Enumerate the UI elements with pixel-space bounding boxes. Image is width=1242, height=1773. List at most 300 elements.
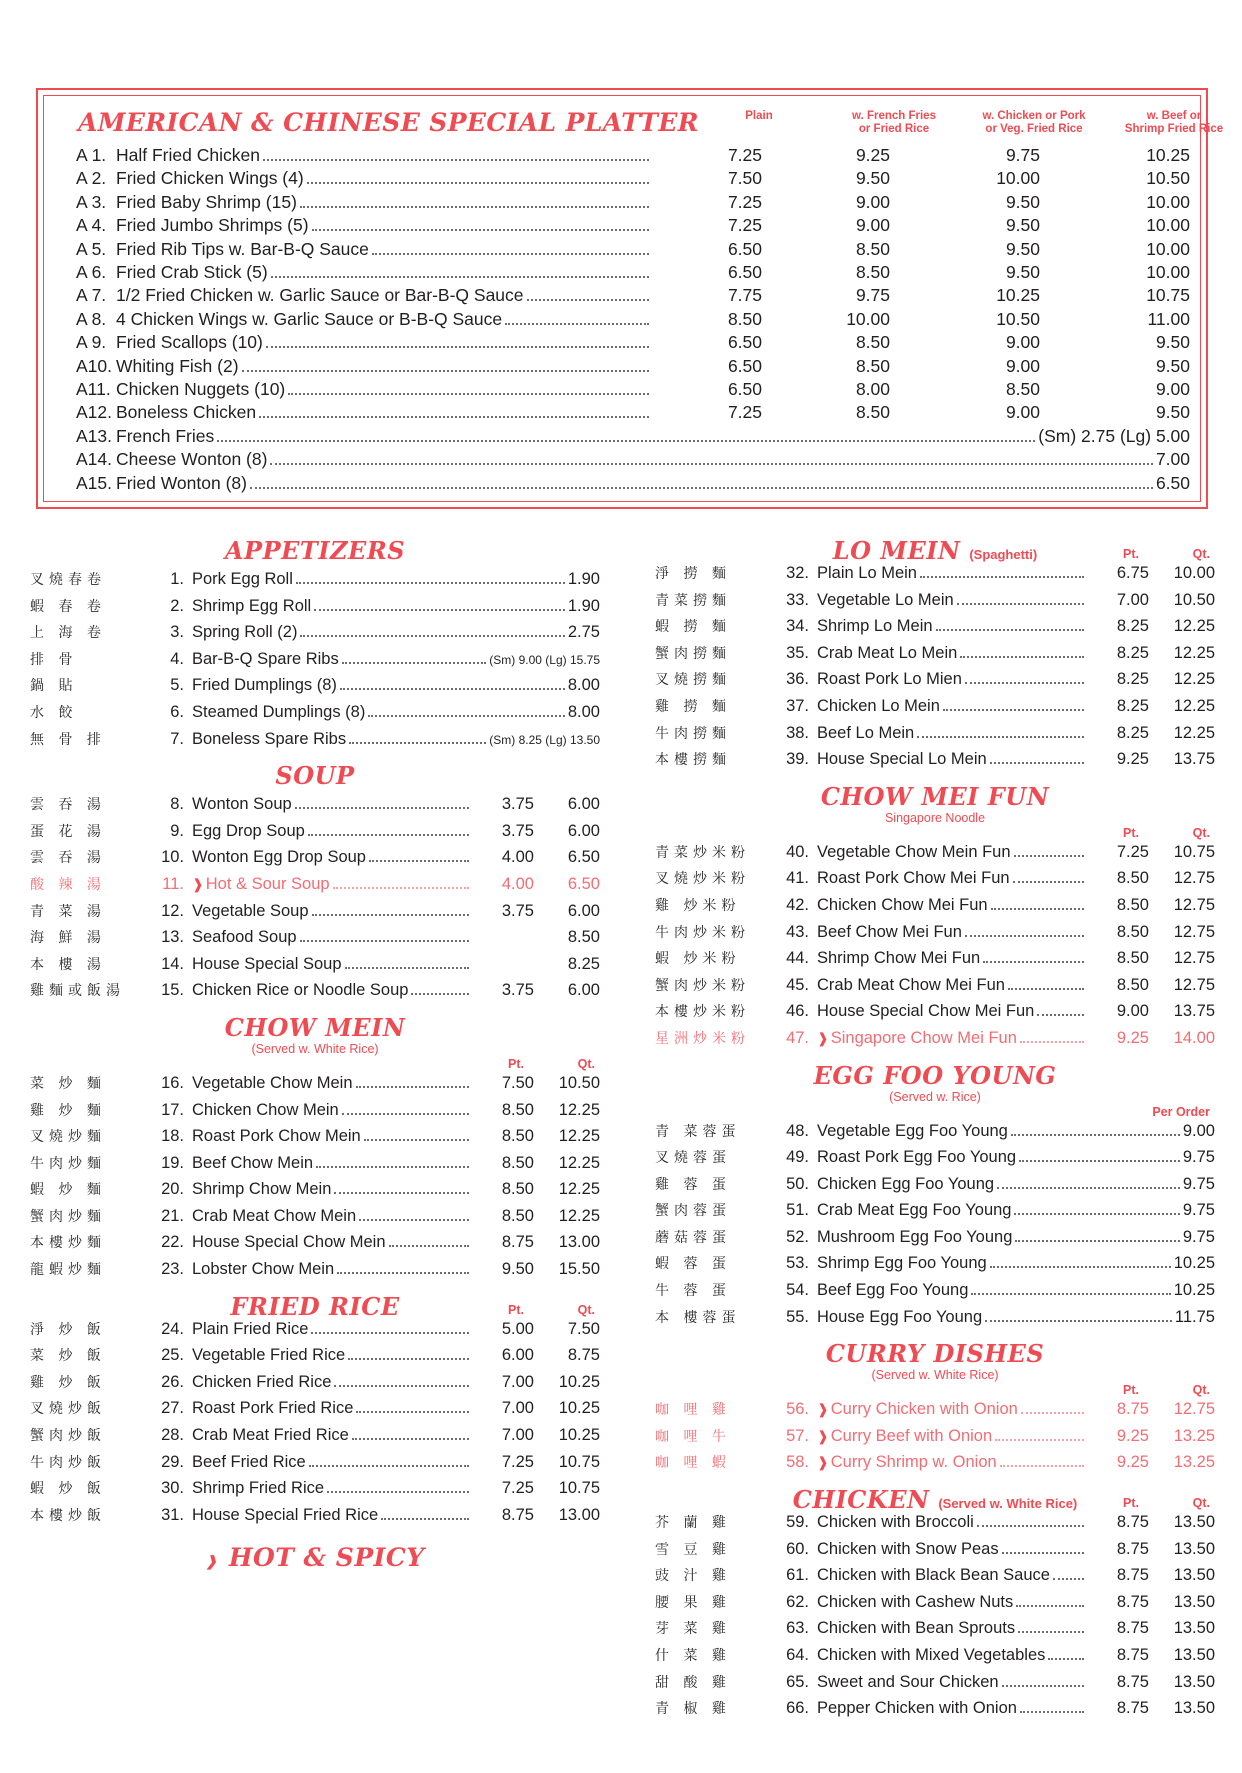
item-code: A 8.	[76, 308, 107, 329]
leader-dots	[308, 833, 469, 836]
price-fries: 10.00	[846, 308, 890, 329]
item-name: Beef Fried Rice	[192, 1452, 306, 1471]
platter-row	[54, 284, 1190, 307]
item-name: Pork Egg Roll	[192, 570, 293, 588]
leader-dots	[527, 298, 649, 301]
item-number: 61.	[786, 1566, 809, 1585]
price-quart: 7.50	[567, 1319, 600, 1338]
lo-mein-title-sub: (Spaghetti)	[969, 547, 1038, 562]
item-chinese-name: 青菜撈麵	[655, 592, 731, 609]
price-beef-shrimp: 10.25	[1146, 145, 1190, 165]
leader-dots	[1000, 1464, 1084, 1467]
menu-item-row	[655, 1198, 1215, 1225]
section-title-soup: SOUP	[275, 761, 355, 791]
item-chinese-name: 叉燒春卷	[30, 572, 106, 588]
item-name: Beef Chow Mei Fun	[817, 922, 962, 941]
item-number: 45.	[786, 975, 809, 994]
pt-header: Pt.	[508, 1302, 524, 1317]
price-pint: 9.00	[1116, 1002, 1149, 1021]
leader-dots	[250, 486, 1153, 489]
leader-dots	[288, 392, 649, 395]
item-chinese-name: 酸 辣 湯	[30, 876, 106, 893]
price-quart: 13.00	[558, 1233, 600, 1252]
price-fries: 8.50	[855, 402, 890, 423]
price-pint: 9.25	[1116, 1426, 1149, 1445]
hot-and-spicy-banner	[30, 1543, 600, 1572]
item-number: 43.	[786, 922, 809, 941]
item-number: 3.	[170, 623, 184, 642]
item-name: Roast Pork Fried Rice	[192, 1399, 354, 1418]
item-name: Roast Pork Chow Mei Fun	[817, 869, 1010, 888]
menu-item-row	[30, 1071, 600, 1098]
item-name: House Special Lo Mein	[817, 750, 987, 769]
item-number: 6.	[170, 702, 184, 721]
price-chicken-pork: 9.50	[1005, 238, 1040, 259]
price-pint: 9.25	[1116, 1453, 1149, 1472]
item-price: 9.75	[1182, 1201, 1215, 1220]
price-quart: 10.75	[558, 1479, 600, 1498]
item-name: Steamed Dumplings (8)	[192, 702, 366, 721]
item-name: Roast Pork Egg Foo Young	[817, 1148, 1017, 1167]
item-number: 54.	[786, 1281, 809, 1300]
price-plain: 6.50	[727, 262, 762, 283]
price-plain: 7.50	[727, 168, 762, 189]
price-quart: 12.25	[1173, 617, 1215, 636]
menu-item-row	[30, 673, 600, 700]
leader-dots	[372, 252, 649, 255]
price-quart: 6.00	[567, 795, 600, 814]
item-chinese-name: 無 骨 排	[30, 731, 106, 748]
item-chinese-name: 雲 吞 湯	[30, 797, 106, 814]
item-number: 47.	[786, 1028, 809, 1047]
platter-row	[54, 331, 1190, 354]
item-price: (Sm) 2.75 (Lg) 5.00	[1038, 425, 1190, 446]
price-pint: 8.25	[1116, 617, 1149, 636]
item-chinese-name: 雞 蓉 蛋	[655, 1176, 731, 1193]
item-name: Chicken Lo Mein	[817, 696, 940, 715]
item-number: 50.	[786, 1174, 809, 1193]
menu-item-row	[655, 694, 1215, 721]
item-name: Curry Chicken with Onion	[830, 1400, 1018, 1419]
item-name: Spring Roll (2)	[192, 623, 298, 642]
item-chinese-name: 上 海 卷	[30, 625, 106, 642]
leader-dots	[259, 415, 649, 418]
item-number: 20.	[161, 1180, 184, 1199]
item-name: Plain Fried Rice	[192, 1319, 309, 1338]
leader-dots	[965, 681, 1084, 684]
menu-item-row	[30, 845, 600, 872]
price-fries: 9.25	[855, 145, 890, 165]
item-chinese-name: 叉燒炒麵	[30, 1129, 106, 1146]
leader-dots	[411, 992, 469, 995]
price-pint: 8.50	[501, 1100, 534, 1119]
item-price: 1.90	[567, 596, 600, 615]
leader-dots	[943, 708, 1084, 711]
price-pint: 7.00	[501, 1426, 534, 1445]
item-number: 8.	[170, 795, 184, 814]
leader-dots	[314, 608, 565, 611]
menu-item-row	[30, 1098, 600, 1125]
platter-row	[54, 401, 1190, 424]
price-pint: 8.50	[1116, 895, 1149, 914]
item-name: Egg Drop Soup	[192, 821, 305, 840]
item-name: Chicken Rice or Noodle Soup	[192, 981, 409, 1000]
item-chinese-name: 本樓炒麵	[30, 1235, 106, 1252]
item-price: 1.90	[567, 570, 600, 588]
item-number: 30.	[161, 1479, 184, 1498]
price-quart: 13.50	[1173, 1566, 1215, 1585]
price-quart: 13.50	[1173, 1513, 1215, 1532]
item-name: Fried Jumbo Shrimps (5)	[116, 215, 309, 236]
item-chinese-name: 蝦 炒 飯	[30, 1481, 106, 1498]
price-pint: 6.75	[1116, 564, 1149, 582]
price-chicken-pork: 9.00	[1005, 402, 1040, 423]
chow-mei-fun-price-headers	[655, 826, 1215, 840]
item-name: Curry Beef with Onion	[830, 1426, 993, 1445]
menu-item-row	[655, 1590, 1215, 1617]
item-name: Vegetable Egg Foo Young	[817, 1121, 1008, 1140]
price-pint: 8.50	[1116, 975, 1149, 994]
item-name: Vegetable Fried Rice	[192, 1346, 346, 1365]
leader-dots	[309, 1464, 469, 1467]
item-name: Crab Meat Chow Mei Fun	[817, 975, 1005, 994]
item-name: Crab Meat Fried Rice	[192, 1426, 349, 1445]
price-quart: 12.75	[1173, 975, 1215, 994]
item-number: 23.	[161, 1260, 184, 1279]
platter-row	[54, 378, 1190, 401]
leader-dots	[217, 439, 1035, 442]
price-quart: 12.25	[558, 1100, 600, 1119]
leader-dots	[356, 1085, 469, 1088]
price-pint: 8.75	[1116, 1619, 1149, 1638]
leader-dots	[985, 1319, 1172, 1322]
item-chinese-name: 海 鮮 湯	[30, 930, 106, 947]
price-quart: 10.75	[1173, 842, 1215, 861]
price-pint: 8.75	[501, 1233, 534, 1252]
price-quart: 6.00	[567, 901, 600, 920]
section-title-curry-dishes: CURRY DISHES	[825, 1339, 1045, 1369]
leader-dots	[368, 714, 565, 717]
egg-foo-young-price-header	[655, 1105, 1215, 1119]
section-title-egg-foo-young: EGG FOO YOUNG	[813, 1060, 1057, 1090]
platter-row	[54, 425, 1190, 448]
price-quart: 12.25	[1173, 670, 1215, 689]
item-code: A11.	[76, 379, 111, 400]
price-pint: 6.00	[501, 1346, 534, 1365]
item-name: Shrimp Fried Rice	[192, 1479, 325, 1498]
price-pint: 8.50	[501, 1206, 534, 1225]
platter-row	[54, 167, 1190, 190]
leader-dots	[936, 628, 1084, 631]
item-number: 5.	[170, 676, 184, 695]
item-name: Beef Egg Foo Young	[817, 1281, 969, 1300]
price-pint: 8.25	[1116, 696, 1149, 715]
price-plain: 7.25	[727, 402, 762, 423]
price-pint: 9.25	[1116, 1028, 1149, 1047]
item-name: Chicken with Mixed Vegetables	[817, 1646, 1046, 1664]
chili-pepper-icon: ❱	[817, 1427, 829, 1444]
item-number: 58.	[786, 1453, 809, 1472]
item-name: Half Fried Chicken	[116, 145, 260, 165]
item-chinese-name: 雪 豆 雞	[655, 1541, 731, 1558]
item-number: 14.	[161, 954, 184, 973]
leader-dots	[342, 661, 487, 664]
price-quart: 13.50	[1173, 1619, 1215, 1638]
price-quart: 13.25	[1173, 1453, 1215, 1472]
item-name: French Fries	[116, 425, 215, 446]
item-number: 21.	[161, 1206, 184, 1225]
left-column	[30, 528, 600, 1572]
chili-pepper-icon: ❱	[205, 1554, 218, 1571]
item-name: Chicken Chow Mein	[192, 1100, 339, 1119]
item-chinese-name: 雞 撈 麵	[655, 698, 731, 715]
platter-row	[54, 238, 1190, 261]
platter-item-list	[54, 144, 1190, 495]
item-name: Singapore Chow Mei Fun	[830, 1028, 1017, 1047]
item-code: A15.	[76, 472, 112, 493]
menu-item-row	[30, 700, 600, 727]
price-pint: 5.00	[501, 1319, 534, 1338]
per-order-header: Per Order	[1152, 1104, 1210, 1119]
item-number: 18.	[161, 1127, 184, 1146]
leader-dots	[295, 806, 469, 809]
leader-dots	[300, 205, 649, 208]
price-quart: 13.50	[1173, 1539, 1215, 1558]
menu-item-row	[655, 588, 1215, 615]
qt-header: Qt.	[1192, 1383, 1210, 1398]
menu-item-row	[655, 893, 1215, 920]
menu-item-row	[655, 1278, 1215, 1305]
item-chinese-name: 咖 哩 蝦	[655, 1455, 731, 1472]
item-number: 49.	[786, 1148, 809, 1167]
special-platter-panel	[36, 88, 1224, 509]
item-price: (Sm) 8.25 (Lg) 13.50	[489, 732, 600, 747]
menu-item-row	[30, 1343, 600, 1370]
price-pint: 4.00	[501, 848, 534, 867]
item-name: Whiting Fish (2)	[116, 355, 239, 376]
item-number: 34.	[786, 617, 809, 636]
item-price: 2.75	[567, 623, 600, 642]
item-name: Boneless Spare Ribs	[192, 729, 347, 748]
item-chinese-name: 星洲炒米粉	[655, 1030, 750, 1047]
item-name: Shrimp Lo Mein	[817, 617, 933, 636]
leader-dots	[333, 886, 469, 889]
item-number: 16.	[161, 1073, 184, 1092]
item-number: 10.	[161, 848, 184, 867]
price-beef-shrimp: 10.75	[1146, 285, 1190, 306]
menu-item-row	[655, 641, 1215, 668]
chow-mei-fun-list	[655, 840, 1215, 1053]
price-plain: 6.50	[727, 379, 762, 400]
item-code: A10.	[76, 355, 112, 376]
chow-mein-price-headers	[30, 1057, 600, 1071]
egg-foo-young-list	[655, 1119, 1215, 1332]
price-fries: 8.50	[855, 238, 890, 259]
price-quart: 15.50	[558, 1260, 600, 1279]
item-chinese-name: 甜 酸 雞	[655, 1674, 731, 1691]
price-chicken-pork: 9.00	[1005, 355, 1040, 376]
item-number: 64.	[786, 1646, 809, 1664]
item-chinese-name: 叉燒炒飯	[30, 1401, 106, 1418]
item-number: 32.	[786, 564, 809, 582]
item-chinese-name: 牛肉炒飯	[30, 1454, 106, 1471]
menu-item-row	[30, 1370, 600, 1397]
item-chinese-name: 蛋 花 湯	[30, 823, 106, 840]
price-pint: 7.50	[501, 1073, 534, 1092]
menu-item-row	[655, 721, 1215, 748]
menu-item-row	[30, 1257, 600, 1284]
leader-dots	[1037, 1013, 1084, 1016]
leader-dots	[991, 907, 1084, 910]
menu-item-row	[30, 819, 600, 846]
leader-dots	[352, 1437, 469, 1440]
price-pint: 8.25	[1116, 670, 1149, 689]
column-header-french-fries: w. French Fries or Fried Rice	[852, 110, 936, 135]
price-fries: 9.50	[855, 168, 890, 189]
leader-dots	[369, 859, 469, 862]
leader-dots	[983, 960, 1084, 963]
curry-price-headers	[655, 1383, 1215, 1397]
price-chicken-pork: 10.25	[996, 285, 1040, 306]
item-name: Fried Wonton (8)	[116, 472, 247, 493]
column-header-beef-shrimp: w. Beef or Shrimp Fried Rice	[1124, 110, 1224, 135]
price-pint: 7.00	[1116, 590, 1149, 609]
item-name: Shrimp Egg Roll	[192, 596, 312, 615]
price-beef-shrimp: 9.50	[1155, 355, 1190, 376]
item-number: 12.	[161, 901, 184, 920]
egg-foo-young-subtitle: (Served w. Rice)	[889, 1089, 981, 1104]
item-name: Beef Chow Mein	[192, 1153, 314, 1172]
menu-item-row	[30, 925, 600, 952]
item-name: 1/2 Fried Chicken w. Garlic Sauce or Bar-B-Q Sauce	[116, 285, 524, 306]
price-quart: 13.50	[1173, 1672, 1215, 1691]
item-price: 9.00	[1182, 1121, 1215, 1140]
leader-dots	[337, 1271, 469, 1274]
item-name: House Special Chow Mein	[192, 1233, 386, 1252]
price-pint: 3.75	[501, 795, 534, 814]
leader-dots	[997, 1186, 1180, 1189]
section-title-chow-mein: CHOW MEIN	[224, 1012, 406, 1042]
price-quart: 10.50	[558, 1073, 600, 1092]
leader-dots	[348, 1357, 469, 1360]
item-chinese-name: 蝦 撈 麵	[655, 619, 731, 636]
item-name: Chicken with Cashew Nuts	[817, 1592, 1014, 1611]
menu-item-row	[30, 594, 600, 621]
item-name: Mushroom Egg Foo Young	[817, 1227, 1013, 1246]
menu-item-row	[655, 1251, 1215, 1278]
menu-item-row	[655, 866, 1215, 893]
menu-item-row	[655, 614, 1215, 641]
leader-dots	[312, 913, 469, 916]
qt-header: Qt.	[1192, 1496, 1210, 1511]
item-chinese-name: 淨 炒 飯	[30, 1321, 106, 1338]
item-chinese-name: 咖 哩 牛	[655, 1428, 731, 1445]
price-pint: 8.75	[501, 1505, 534, 1524]
price-quart: 10.50	[1173, 590, 1215, 609]
item-number: 40.	[786, 842, 809, 861]
chow-mein-subtitle: (Served w. White Rice)	[251, 1041, 379, 1056]
item-chinese-name: 蟹肉炒飯	[30, 1428, 106, 1445]
leader-dots	[1014, 1212, 1179, 1215]
item-price: (Sm) 9.00 (Lg) 15.75	[489, 652, 600, 667]
item-number: 37.	[786, 696, 809, 715]
price-quart: 12.25	[1173, 696, 1215, 715]
item-name: Chicken with Bean Sprouts	[817, 1619, 1016, 1638]
menu-item-row	[655, 1119, 1215, 1146]
leader-dots	[327, 1490, 469, 1493]
item-chinese-name: 蟹肉蓉蛋	[655, 1203, 731, 1220]
price-beef-shrimp: 10.00	[1146, 238, 1190, 259]
item-chinese-name: 菜 炒 麵	[30, 1075, 106, 1092]
price-quart: 12.25	[558, 1180, 600, 1199]
leader-dots	[1002, 1551, 1084, 1554]
item-name: Roast Pork Lo Mien	[817, 670, 962, 689]
price-chicken-pork: 9.50	[1005, 215, 1040, 236]
menu-item-row	[30, 647, 600, 674]
price-beef-shrimp: 10.00	[1146, 262, 1190, 283]
item-name: Vegetable Chow Mein	[192, 1073, 353, 1092]
price-quart: 13.50	[1173, 1699, 1215, 1718]
item-chinese-name: 青菜炒米粉	[655, 844, 750, 861]
price-quart: 8.25	[567, 954, 600, 973]
item-number: 27.	[161, 1399, 184, 1418]
menu-item-row	[30, 1476, 600, 1503]
item-number: 24.	[161, 1319, 184, 1338]
menu-item-row	[655, 840, 1215, 867]
item-name: Wonton Egg Drop Soup	[192, 848, 366, 867]
item-name: House Special Soup	[192, 954, 342, 973]
item-number: 33.	[786, 590, 809, 609]
leader-dots	[505, 322, 649, 325]
item-number: 19.	[161, 1153, 184, 1172]
chow-mei-fun-subtitle: Singapore Noodle	[884, 810, 986, 825]
item-name: House Special Fried Rice	[192, 1505, 379, 1524]
item-name: Crab Meat Egg Foo Young	[817, 1201, 1012, 1220]
item-number: 11.	[162, 874, 184, 893]
price-quart: 14.00	[1173, 1028, 1215, 1047]
menu-item-row	[655, 946, 1215, 973]
leader-dots	[990, 1265, 1171, 1268]
item-number: 42.	[786, 895, 809, 914]
item-number: 4.	[170, 649, 184, 668]
item-chinese-name: 雞 炒 麵	[30, 1102, 106, 1119]
price-pint: 3.75	[501, 821, 534, 840]
leader-dots	[364, 1138, 469, 1141]
chicken-title-text: CHICKEN	[792, 1485, 930, 1515]
price-quart: 13.50	[1173, 1646, 1215, 1664]
chili-pepper-icon: ❱	[192, 875, 204, 892]
curry-list	[655, 1397, 1215, 1477]
item-number: 65.	[786, 1672, 809, 1691]
item-chinese-name: 叉燒炒米粉	[655, 871, 750, 888]
leader-dots	[266, 345, 649, 348]
menu-item-row	[655, 1450, 1215, 1477]
item-number: 31.	[161, 1505, 184, 1524]
item-name: Cheese Wonton (8)	[116, 449, 268, 470]
item-chinese-name: 蝦 炒 麵	[30, 1182, 106, 1199]
item-number: 35.	[786, 643, 809, 662]
item-chinese-name: 豉 汁 雞	[655, 1568, 731, 1585]
soup-list	[30, 792, 600, 1005]
item-number: 60.	[786, 1539, 809, 1558]
item-chinese-name: 什 菜 雞	[655, 1648, 731, 1664]
price-beef-shrimp: 10.50	[1146, 168, 1190, 189]
item-price: 10.25	[1173, 1254, 1215, 1273]
price-pint: 8.75	[1116, 1400, 1149, 1419]
item-chinese-name: 牛肉炒米粉	[655, 924, 750, 941]
item-number: 26.	[161, 1372, 184, 1391]
item-name: House Egg Foo Young	[817, 1307, 983, 1326]
